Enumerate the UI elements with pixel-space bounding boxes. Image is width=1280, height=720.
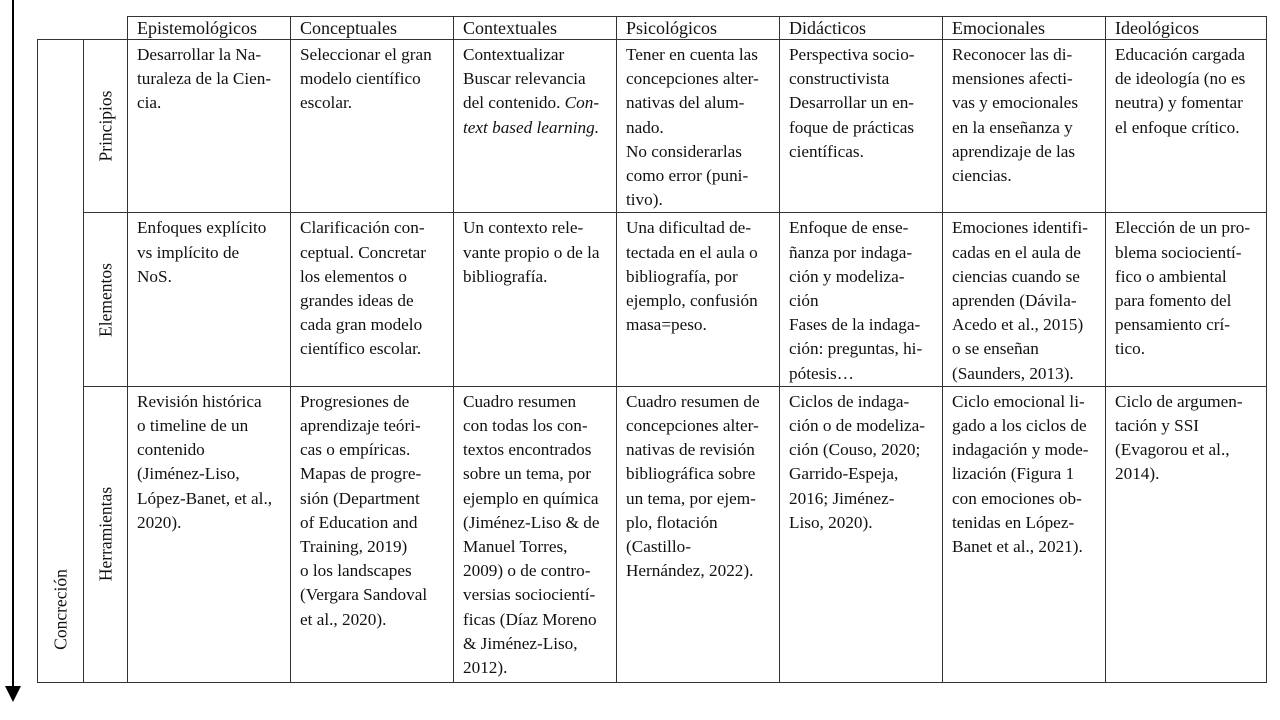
header-corner (38, 17, 128, 40)
column-header: Emocionales (943, 17, 1106, 40)
table-cell: Clarificación con- ceptual. Concretar los elementos o grandes ideas de cada gran modelo científico escolar. (291, 213, 454, 386)
table-cell: Una dificultad de- tectada en el aula o bibliografía, por ejemplo, confusión masa=peso. (617, 213, 780, 386)
row-label-text: Elementos (95, 262, 115, 337)
table-cell: Educación cargada de ideología (no es neutra) y fomentar el enfoque crítico. (1106, 40, 1267, 213)
table-cell: Ciclo de argumen- tación y SSI (Evagorou et al., 2014). (1106, 386, 1267, 682)
row-label-text: Principios (95, 90, 115, 162)
header-row (38, 17, 1267, 40)
table-cell: Elección de un pro- blema sociocientí- fico o ambiental para fomento del pensamiento crí- tico. (1106, 213, 1267, 386)
row-label-herramientas (84, 386, 128, 682)
table-row (38, 213, 1267, 386)
table-cell: Un contexto rele- vante propio o de la bibliografía. (454, 213, 617, 386)
arrow-down-icon (5, 686, 21, 702)
table-cell: Ciclo emocional li- gado a los ciclos de indagación y mode- lización (Figura 1 con emociones ob- tenidas en López- Banet et al., 2021). (943, 386, 1106, 682)
cell-text: Contextualizar Buscar relevancia del contenido. (463, 45, 586, 113)
concrecion-label: Concreción (50, 569, 70, 650)
table-row (38, 40, 1267, 213)
column-header: Contextuales (454, 17, 617, 40)
column-header: Didácticos (780, 17, 943, 40)
table-cell: Seleccionar el gran modelo científico escolar. (291, 40, 454, 213)
table-cell (454, 40, 617, 213)
table-cell: Perspectiva socio- constructivista Desarrollar un en- foque de prácticas científicas. (780, 40, 943, 213)
table-cell: Enfoque de ense- ñanza por indaga- ción y modeliza- ción Fases de la indaga- ción: preguntas, hi- pótesis… (780, 213, 943, 386)
row-label-text: Herramientas (95, 487, 115, 582)
table-cell: Revisión histórica o timeline de un contenido (Jiménez-Liso, López-Banet, et al., 2020). (128, 386, 291, 682)
table-cell: Enfoques explícito vs implícito de NoS. (128, 213, 291, 386)
italic-text: Con- text based learning. (463, 93, 600, 137)
dimensions-table (37, 16, 1267, 683)
table-cell: Progresiones de aprendizaje teóri- cas o empíricas. Mapas de progre- sión (Department of Education and Training, 2019) o los landscapes (Vergara Sandoval et al., 2020). (291, 386, 454, 682)
table-cell: Ciclos de indaga- ción o de modeliza- ción (Couso, 2020; Garrido-Espeja, 2016; Jiménez- Liso, 2020). (780, 386, 943, 682)
table-row (38, 386, 1267, 682)
column-header: Psicológicos (617, 17, 780, 40)
table-cell: Reconocer las di- mensiones afecti- vas y emocionales en la enseñanza y aprendizaje de las ciencias. (943, 40, 1106, 213)
row-label-elementos (84, 213, 128, 386)
concrecion-axis-line (12, 0, 14, 694)
table-cell: Emociones identifi- cadas en el aula de ciencias cuando se aprenden (Dávila- Acedo et al., 2015) o se enseñan (Saunders, 2013). (943, 213, 1106, 386)
table-cell: Tener en cuenta las concepciones alter- nativas del alum- nado. No considerarlas como error (puni- tivo). (617, 40, 780, 213)
table-cell: Cuadro resumen con todas los con- textos encontrados sobre un tema, por ejemplo en química (Jiménez-Liso & de Manuel Torres, 2009) o de contro- versias sociocientí- ficas (Díaz Moreno & Jiménez-Liso, 2012). (454, 386, 617, 682)
column-header: Conceptuales (291, 17, 454, 40)
table-cell: Cuadro resumen de concepciones alter- nativas de revisión bibliográfica sobre un tema, por ejem- plo, flotación (Castillo- Hernández, 2022). (617, 386, 780, 682)
table-cell: Desarrollar la Na- turaleza de la Cien- cia. (128, 40, 291, 213)
column-header: Ideológicos (1106, 17, 1267, 40)
row-label-principios (84, 40, 128, 213)
column-header: Epistemológicos (128, 17, 291, 40)
concrecion-axis-cell (38, 40, 84, 683)
